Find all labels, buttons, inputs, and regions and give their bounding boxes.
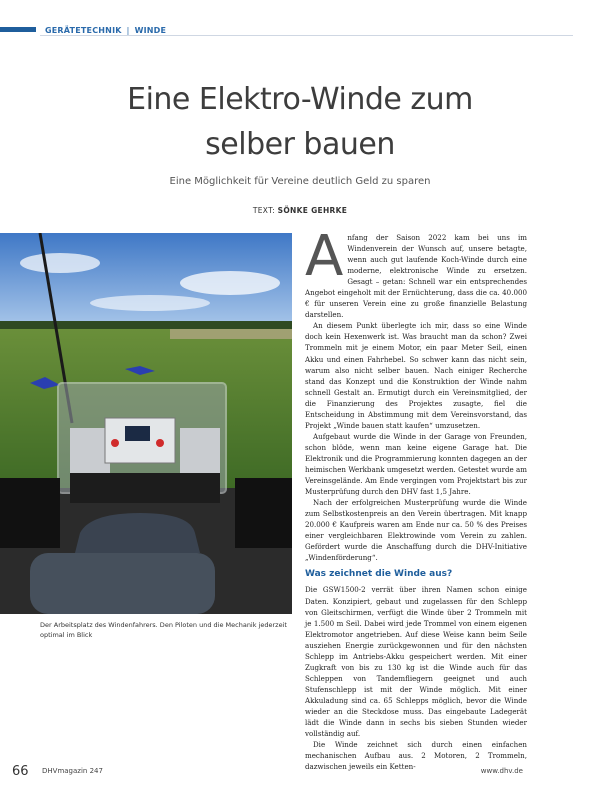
title-line-1: Eine Elektro-Winde zum — [127, 82, 473, 117]
paragraph-1-text: nfang der Saison 2022 kam bei uns im Windenverein der Wunsch auf, unsere betagte, wenn auch gut laufende Koch-Winde durch eine moderne, elektronische Winde zu ersetzen. Gesagt – getan: Schnell war ein entsprechendes Angebot eingeholt mit der Ernüchterung, dass die ca. 40.000 € für unseren Verein eine zu große finanzielle Belastung darstellen. — [305, 233, 527, 320]
paragraph-1 — [305, 224, 527, 320]
paragraph-5: Die GSW1500-2 verrät über ihren Namen schon einige Daten. Konzipiert, gebaut und zugelassen für den Schlepp von Gleitschirmen, verfügt die Winde über 2 Trommeln mit je 1.500 m Seil. Dabei wird jede Trommel von einem eigenen Elektromotor angetrieben. Auf diese Weise kann beim Seile ausziehen Energie zurückgewonnen und für den nächsten Schlepp im Antriebs-Akku gespeichert werden. Mit einer Zugkraft von bis zu 130 kg ist die Winde auch für das Schleppen von Tandemfliegern geeignet und auch Stufenschlepp ist mit der Winde möglich. Mit einer Akkuladung sind ca. 65 Schlepps möglich, bevor die Winde wieder an die Steckdose muss. Das eingebaute Ladegerät lädt die Winde dann in sechs bis sieben Stunden wieder vollständig auf. — [305, 585, 527, 739]
page-number: 66 — [12, 764, 29, 779]
section-separator: | — [126, 26, 130, 35]
title-line-2: selber bauen — [205, 127, 395, 162]
website-link[interactable]: www.dhv.de — [480, 767, 523, 775]
subsection-name: WINDE — [134, 26, 167, 35]
magazine-name: DHVmagazin 247 — [42, 767, 103, 775]
winch-photo — [0, 233, 292, 614]
section-name: GERÄTETECHNIK — [45, 26, 122, 35]
byline-author: SÖNKE GEHRKE — [277, 206, 348, 215]
section-label — [45, 26, 166, 35]
paragraph-4: Nach der erfolgreichen Musterprüfung wurde die Winde zum Selbstkostenpreis an den Verein übertragen. Mit knapp 20.000 € Kaufpreis waren am Ende nur ca. 50 % des Preises einer vergleichbaren Elektrowinde vom Verein zu zahlen. Gefördert wurde die Anschaffung durch die DHV-Initiative „Windenförderung“. — [305, 498, 527, 563]
article-subtitle: Eine Möglichkeit für Vereine deutlich Geld zu sparen — [169, 176, 431, 187]
header-accent-bar — [0, 27, 36, 32]
section-subhead: Was zeichnet die Winde aus? — [305, 569, 453, 580]
article-title — [60, 77, 540, 167]
byline-prefix: TEXT: — [252, 206, 275, 215]
drop-cap: A — [305, 224, 344, 289]
byline — [60, 206, 540, 215]
paragraph-2: An diesem Punkt überlegte ich mir, dass so eine Winde doch kein Hexenwerk ist. Was braucht man da schon? Zwei Trommeln mit je einem Motor, ein paar Meter Seil, einen Akku und einen Fahrhebel. So schwer kann das nicht sein, warum also nicht selber bauen. Nach einiger Recherche stand das Konzept und die Konstruktion der Winde nahm schnell Gestalt an. Ermutigt durch ein Vereinsmitglied, der die Finanzierung des Projektes zusagte, fiel die Entscheidung in Abstimmung mit dem Vereinsvorstand, das Projekt „Winde bauen statt kaufen“ umzusetzen. — [305, 321, 527, 430]
photo-caption: Der Arbeitsplatz des Windenfahrers. Den Piloten und die Mechanik jederzeit optimal im Blick — [40, 621, 287, 639]
paragraph-3: Aufgebaut wurde die Winde in der Garage von Freunden, schon blöde, wenn man keine eigene Garage hat. Die Elektronik und die Programmierung konnten dagegen an der heimischen Werkbank umgesetzt werden. Getestet wurde am Vereinsgelände. Am Ende vergingen vom Projektstart bis zur Musterprüfung durch den DHV fast 1,5 Jahre. — [305, 431, 527, 497]
header-rule — [40, 35, 573, 36]
article-body — [305, 224, 527, 772]
paragraph-6: Die Winde zeichnet sich durch einen einfachen mechanischen Aufbau aus. 2 Motoren, 2 Trommeln, dazwischen jeweils ein Ketten- — [305, 740, 527, 772]
